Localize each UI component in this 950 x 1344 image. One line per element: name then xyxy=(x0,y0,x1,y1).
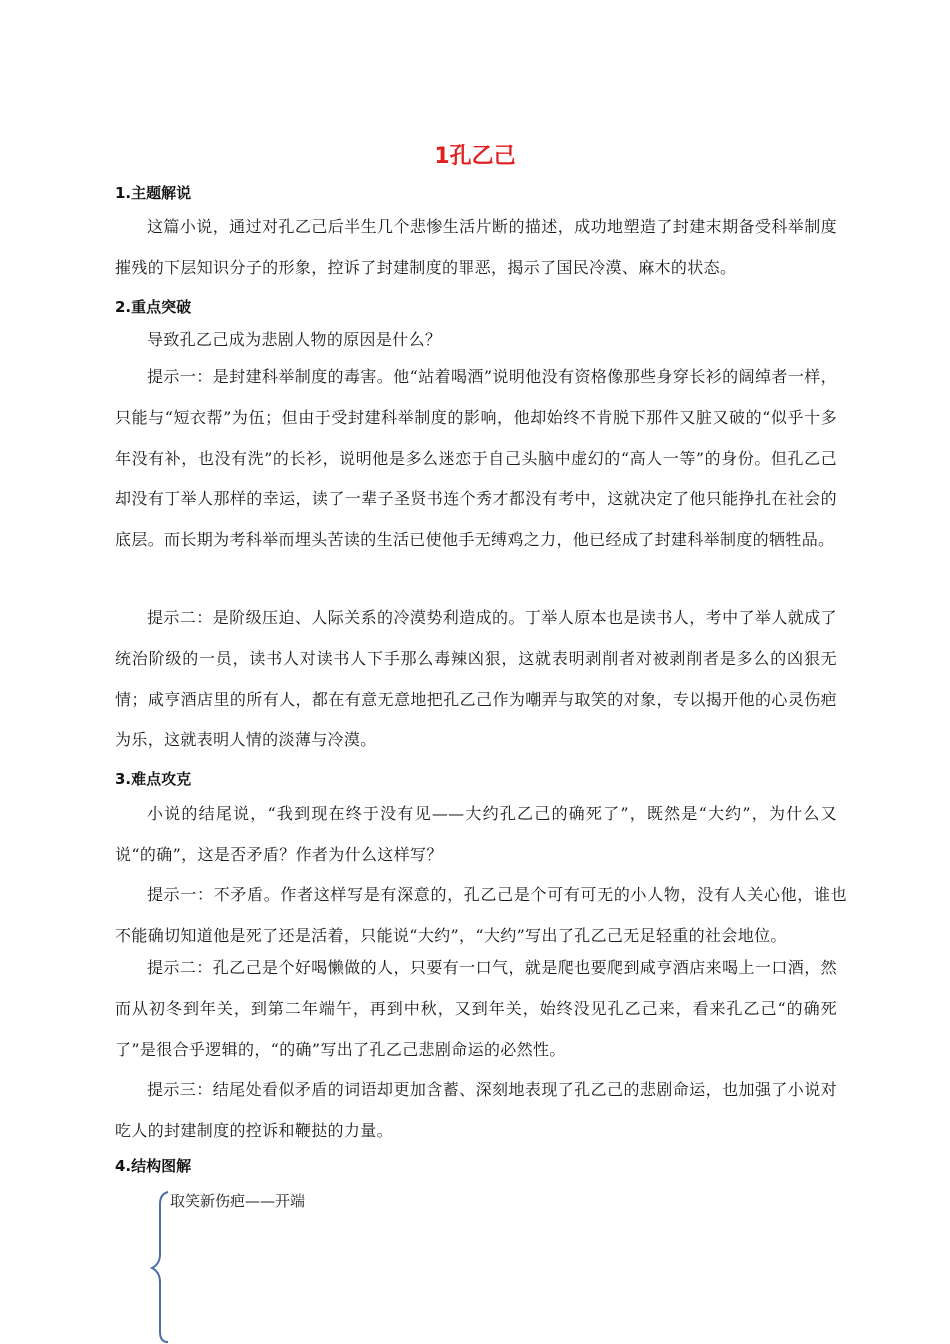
section-heading-structure: 4.结构图解 xyxy=(115,1157,192,1175)
section-heading-key-points: 2.重点突破 xyxy=(115,298,192,316)
paragraph-question: 导致孔乙己成为悲剧人物的原因是什么？ xyxy=(147,330,442,349)
section-heading-theme: 1.主题解说 xyxy=(115,184,192,202)
paragraph-ending-question: 小说的结尾说，“我到现在终于没有见——大约孔乙己的确死了”，既然是“大约”，为什么又说“的确”，这是否矛盾？作者为什么这样写？ xyxy=(115,804,837,864)
paragraph-theme: 这篇小说，通过对孔乙己后半生几个悲惨生活片断的描述，成功地塑造了封建末期备受科举制度摧残的下层知识分子的形象，控诉了封建制度的罪恶，揭示了国民冷漠、麻木的状态。 xyxy=(115,217,837,277)
document-title: 1孔乙己 xyxy=(434,144,516,169)
paragraph-hint-two-ending: 提示二：孔乙己是个好喝懒做的人，只要有一口气，就是爬也要爬到咸亨酒店来喝上一口酒，然而从初冬到年关，到第二年端午，再到中秋，又到年关，始终没见孔乙己来，看来孔乙己“的确死了”是很合乎逻辑的，“的确”写出了孔乙己悲剧命运的必然性。 xyxy=(115,958,837,1059)
paragraph-hint-one: 提示一：是封建科举制度的毒害。他“站着喝酒”说明他没有资格像那些身穿长衫的阔绰者一样，只能与“短衣帮”为伍；但由于受封建科举制度的影响，他却始终不肯脱下那件又脏又破的“似乎十多年没有补，也没有洗”的长衫，说明他是多么迷恋于自己头脑中虚幻的“高人一等”的身份。但孔乙己却没有丁举人那样的幸运，读了一辈子圣贤书连个秀才都没有考中，这就决定了他只能挣扎在社会的底层。而长期为考科举而埋头苦读的生活已使他手无缚鸡之力，他已经成了封建科举制度的牺牲品。 xyxy=(115,367,837,550)
structure-brace xyxy=(148,1190,172,1344)
structure-item-opening: 取笑新伤疤——开端 xyxy=(170,1192,306,1210)
paragraph-hint-one-ending: 提示一：不矛盾。作者这样写是有深意的，孔乙己是个可有可无的小人物，没有人关心他，谁也不能确切知道他是死了还是活着，只能说“大约”，“大约”写出了孔乙己无足轻重的社会地位。 xyxy=(115,885,847,945)
paragraph-hint-two: 提示二：是阶级压迫、人际关系的冷漠势利造成的。丁举人原本也是读书人，考中了举人就成了统治阶级的一员，读书人对读书人下手那么毒辣凶狠，这就表明剥削者对被剥削者是多么的凶狠无情；咸亨酒店里的所有人，都在有意无意地把孔乙己作为嘲弄与取笑的对象，专以揭开他的心灵伤疤为乐，这就表明人情的淡薄与冷漠。 xyxy=(115,608,837,750)
section-heading-difficulty: 3.难点攻克 xyxy=(115,770,192,788)
paragraph-hint-three-ending: 提示三：结尾处看似矛盾的词语却更加含蓄、深刻地表现了孔乙己的悲剧命运，也加强了小说对吃人的封建制度的控诉和鞭挞的力量。 xyxy=(115,1080,837,1140)
